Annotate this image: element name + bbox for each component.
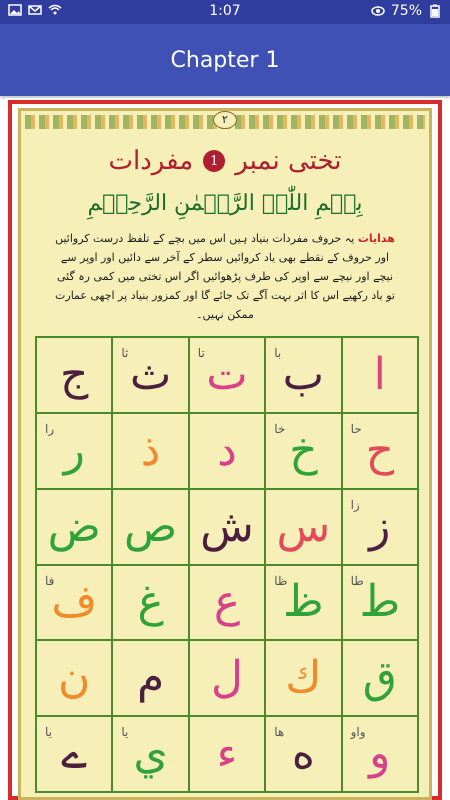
letter-char: ع xyxy=(213,576,241,628)
letter-cell xyxy=(343,717,419,793)
letter-char: ث xyxy=(129,348,172,400)
app-bar xyxy=(0,24,450,96)
letter-char: غ xyxy=(137,576,164,628)
letter-char: ق xyxy=(362,652,397,704)
letter-cell xyxy=(190,641,266,717)
letter-cell xyxy=(266,566,342,642)
letter-cell xyxy=(343,414,419,490)
letter-cell xyxy=(37,566,113,642)
letter-char: ص xyxy=(123,500,178,552)
letter-cell xyxy=(113,338,189,414)
letter-char: ء xyxy=(216,728,238,780)
letter-cell xyxy=(190,490,266,566)
letter-name: ثا xyxy=(121,346,129,360)
letter-cell xyxy=(190,717,266,793)
letter-cell xyxy=(343,641,419,717)
letter-char: ف xyxy=(51,576,97,628)
letter-char: ل xyxy=(211,652,243,704)
letter-cell xyxy=(190,338,266,414)
letter-name: واو xyxy=(350,725,366,740)
letter-cell xyxy=(113,566,189,642)
battery-percent: 75% xyxy=(390,3,422,19)
letter-char: س xyxy=(276,500,331,552)
title-number: 1 xyxy=(203,150,225,172)
letter-char: ر xyxy=(63,424,85,476)
letter-name: ھا xyxy=(274,725,285,740)
letter-name: حا xyxy=(350,421,362,436)
letter-cell xyxy=(37,717,113,793)
status-bar xyxy=(0,0,450,24)
letter-char: ك xyxy=(285,652,322,704)
letter-cell xyxy=(113,641,189,717)
letter-char: د xyxy=(217,424,237,476)
letter-name: تا xyxy=(197,346,205,360)
letter-cell xyxy=(266,338,342,414)
letter-cell xyxy=(113,717,189,793)
letter-char: ض xyxy=(47,500,101,552)
letter-cell xyxy=(343,490,419,566)
title-word: مفردات xyxy=(108,146,194,176)
letter-cell xyxy=(266,717,342,793)
letter-cell xyxy=(37,338,113,414)
letter-char: ے xyxy=(61,728,88,780)
letter-name: فا xyxy=(45,573,55,588)
status-time: 1:07 xyxy=(209,3,241,19)
letter-char: ج xyxy=(59,348,89,400)
letter-char: ا xyxy=(373,348,386,400)
eye-icon xyxy=(371,4,385,18)
battery-icon xyxy=(428,4,442,18)
letter-name: یا xyxy=(121,725,129,740)
letter-char: ظ xyxy=(283,576,324,628)
letter-char: ت xyxy=(206,348,248,400)
title-main: تختی نمبر xyxy=(235,146,342,176)
letter-char: م xyxy=(136,652,165,704)
page-number: ۲ xyxy=(213,111,237,129)
letter-char: ز xyxy=(369,500,391,552)
book-page xyxy=(6,98,444,800)
letter-char: ح xyxy=(365,424,394,476)
letter-cell xyxy=(190,566,266,642)
letter-cell xyxy=(113,490,189,566)
letter-cell xyxy=(190,414,266,490)
letter-cell xyxy=(266,641,342,717)
letter-char: خ xyxy=(289,424,318,476)
instructions-label: ھدایات xyxy=(357,232,395,245)
letter-name: زا xyxy=(350,497,360,512)
letter-cell xyxy=(266,490,342,566)
letter-char: ب xyxy=(282,348,325,400)
letter-cell xyxy=(266,414,342,490)
status-right xyxy=(371,3,442,19)
letter-char: ي xyxy=(133,728,168,780)
letter-cell xyxy=(37,641,113,717)
letter-cell xyxy=(37,414,113,490)
letter-char: ذ xyxy=(140,424,161,476)
letter-char: ش xyxy=(200,500,254,552)
letter-char: و xyxy=(369,728,391,780)
instructions-text: یہ حروف مفردات بنیاد ہیں اس میں بچے کے تلفظ درست کروائیں اور حروف کے نقطے بھی یاد کروائیں سطر کے آخر سے دائیں اور اوپر سے نیچے اور نیچے سے اوپر کی طرف پڑھوائیں اگر اس تختی میں کمی رہ گئی تو یاد رکھیے اس کا اثر بہت آگے تک جائے گا اور کمزور بنیاد پر اچھی عمارت ممکن نہیں۔ xyxy=(55,232,395,321)
letter-cell xyxy=(343,338,419,414)
letter-name: یا xyxy=(45,725,52,740)
letter-name: با xyxy=(274,346,282,360)
letter-name: ظا xyxy=(274,573,288,588)
letter-cell xyxy=(113,414,189,490)
letter-cell xyxy=(343,566,419,642)
letter-name: طا xyxy=(350,573,364,588)
letters-grid xyxy=(35,336,419,793)
instructions xyxy=(51,229,399,324)
letter-name: خا xyxy=(274,421,286,436)
bismillah: بِسۡمِ اللّٰہِ الرَّحۡمٰنِ الرَّحِیۡمِ xyxy=(87,191,363,216)
app-bar-title: Chapter 1 xyxy=(170,47,280,73)
letter-char: ط xyxy=(359,576,401,628)
letter-char: ه xyxy=(291,728,315,780)
letter-name: را xyxy=(45,421,55,436)
letter-char: ن xyxy=(58,652,91,704)
page-title xyxy=(21,141,429,181)
letter-cell xyxy=(37,490,113,566)
page-inner xyxy=(18,108,432,800)
